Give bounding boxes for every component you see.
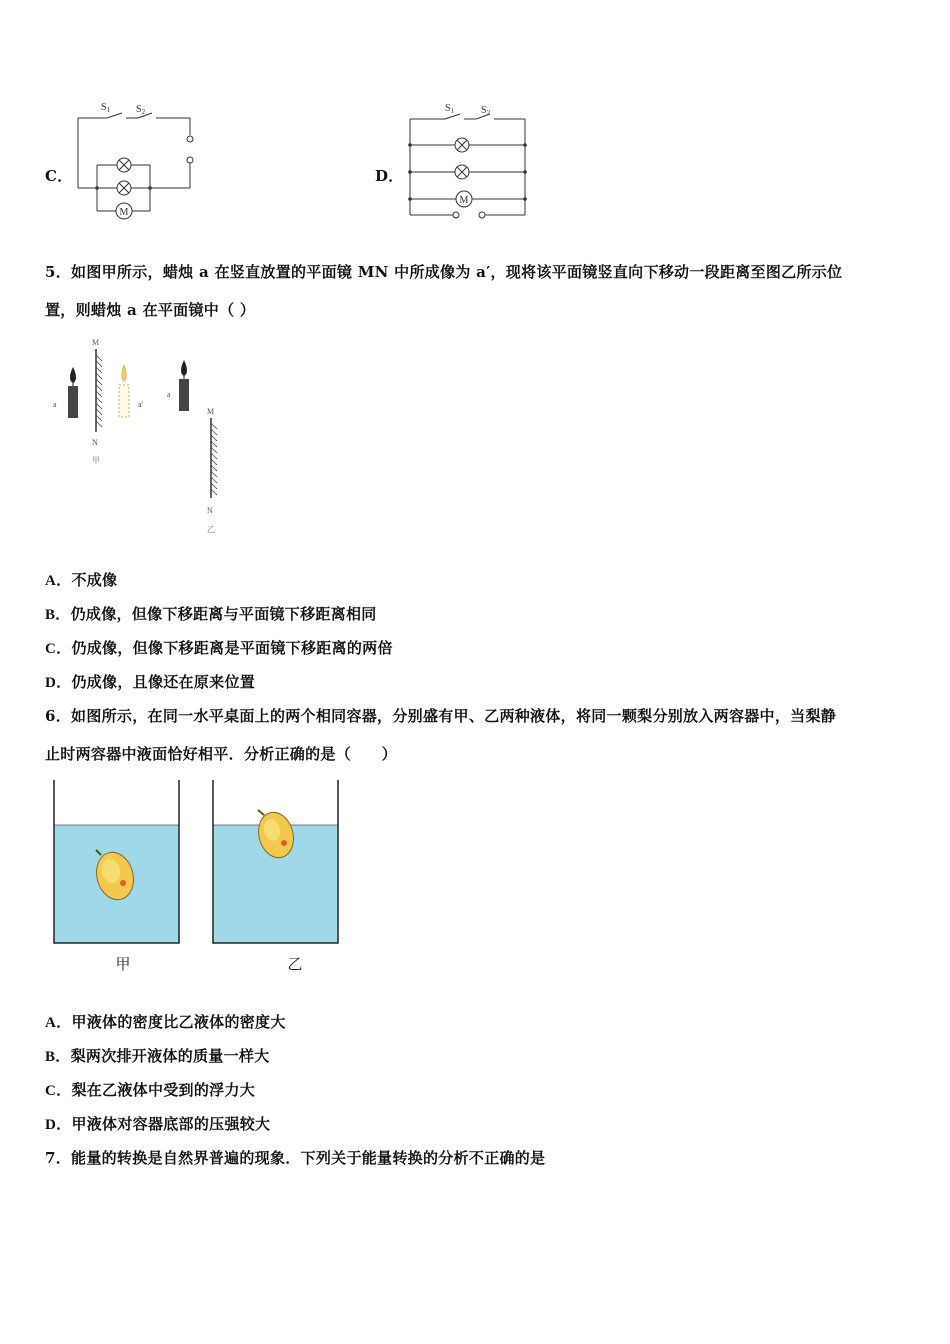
switch-s2-label-d: $S_2$	[481, 105, 491, 117]
motor-label-c: M	[119, 207, 129, 218]
mirror-candle-figure	[45, 335, 245, 540]
label-m-yi: M	[207, 407, 215, 416]
candle-icon	[68, 367, 78, 418]
caption-yi-q6: 乙	[287, 957, 303, 973]
switch-s1-label-c: $S_1$	[101, 102, 111, 114]
q6-stem-line1: 6．如图所示，在同一水平桌面上的两个相同容器，分别盛有甲、乙两种液体，将同一颗梨分别放入两容器中，当梨静	[45, 707, 837, 725]
q6-stem-line2: 止时两容器中液面恰好相平．分析正确的是（ ）	[45, 745, 397, 763]
label-n-jia: N	[92, 438, 98, 447]
q6-option-b[interactable]: B．梨两次排开液体的质量一样大	[45, 1047, 270, 1065]
option-d-label: D．	[375, 167, 404, 185]
q5-option-b[interactable]: B．仍成像，但像下移距离与平面镜下移距离相同	[45, 605, 377, 623]
q5-stem-line1: 5．如图甲所示，蜡烛 a 在竖直放置的平面镜 MN 中所成像为 a′，现将该平面镜竖直向下移动一段距离至图乙所示位	[45, 263, 843, 281]
motor-label-d: M	[459, 195, 469, 206]
q5-stem-line2: 置，则蜡烛 a 在平面镜中（ ）	[45, 301, 256, 319]
option-c-label: C．	[45, 167, 73, 185]
q5-option-d[interactable]: D．仍成像，且像还在原来位置	[45, 673, 256, 691]
q7-stem: 7．能量的转换是自然界普遍的现象．下列关于能量转换的分析不正确的是	[45, 1149, 546, 1167]
candle-icon-yi	[179, 360, 189, 411]
label-n-yi: N	[207, 506, 213, 515]
candle-image-icon	[119, 365, 129, 417]
q5-option-c[interactable]: C．仍成像，但像下移距离是平面镜下移距离的两倍	[45, 639, 393, 657]
label-m-jia: M	[92, 338, 100, 347]
q5-option-a[interactable]: A．不成像	[45, 571, 118, 589]
caption-jia-q6: 甲	[115, 957, 131, 973]
circuit-diagram-d	[400, 95, 540, 230]
circuit-diagram-c	[70, 95, 210, 225]
q6-option-a[interactable]: A．甲液体的密度比乙液体的密度大	[45, 1013, 286, 1031]
label-a-prime: a'	[138, 400, 143, 409]
pear-containers-figure	[45, 775, 355, 980]
label-a-jia: a	[53, 400, 57, 409]
q6-option-d[interactable]: D．甲液体对容器底部的压强较大	[45, 1115, 271, 1133]
switch-s1-label-d: $S_1$	[445, 103, 455, 115]
caption-yi-q5: 乙	[207, 525, 215, 534]
switch-s2-label-c: $S_2$	[136, 104, 146, 116]
label-a-yi: a	[167, 390, 171, 399]
q6-option-c[interactable]: C．梨在乙液体中受到的浮力大	[45, 1081, 256, 1099]
caption-jia-q5: 甲	[92, 456, 100, 465]
